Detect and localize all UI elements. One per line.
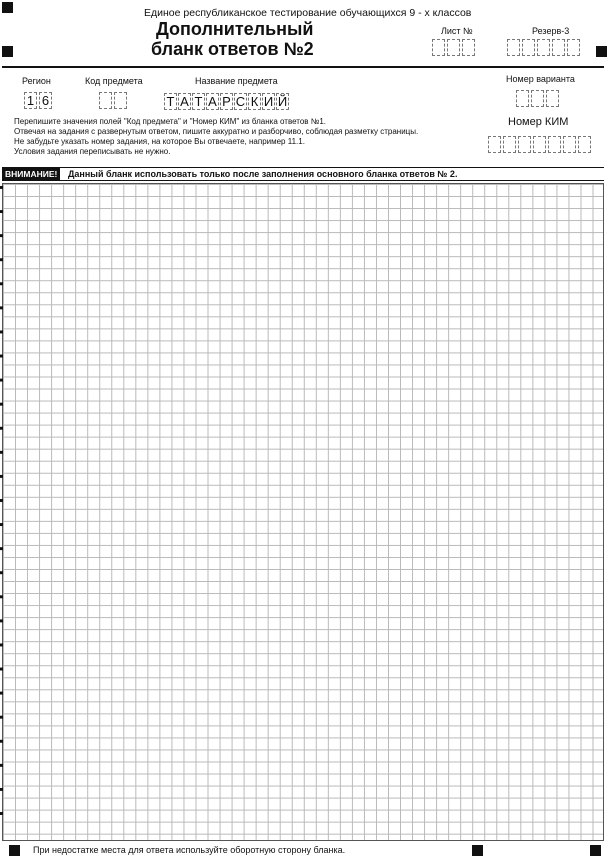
instruction-line: Условия задания переписывать не нужно.: [14, 147, 171, 156]
grid-edge-ticks: [0, 186, 3, 836]
subject-code-label: Код предмета: [85, 76, 143, 86]
kim-cell[interactable]: [503, 136, 516, 153]
kim-cell[interactable]: [563, 136, 576, 153]
kim-cell[interactable]: [488, 136, 501, 153]
form-title-line2: бланк ответов №2: [151, 39, 314, 59]
sheet-number-cell[interactable]: [462, 39, 475, 56]
variant-cell[interactable]: [531, 90, 544, 107]
region-digit-cell[interactable]: 1: [24, 92, 37, 109]
subject-name-letter-cell[interactable]: И: [263, 94, 274, 109]
kim-label: Номер КИМ: [508, 116, 569, 128]
subject-name-letter-cell[interactable]: Р: [220, 93, 233, 110]
header-top-line: Единое республиканское тестирование обучающихся 9 - х классов: [144, 7, 472, 19]
variant-cell[interactable]: [546, 90, 559, 107]
kim-cell[interactable]: [518, 136, 531, 153]
subject-name-boxes[interactable]: [164, 93, 289, 110]
kim-cell[interactable]: [578, 136, 591, 153]
kim-cell[interactable]: [533, 136, 546, 153]
subject-name-letter-cell[interactable]: С: [235, 94, 246, 109]
warning-badge: ВНИМАНИЕ!: [2, 167, 60, 181]
sheet-number-label: Лист №: [441, 26, 473, 36]
answer-grid[interactable]: [2, 183, 604, 841]
region-boxes[interactable]: [24, 92, 52, 109]
kim-cell[interactable]: [548, 136, 561, 153]
subject-name-letter-cell[interactable]: А: [206, 93, 219, 110]
instruction-line: Не забудьте указать номер задания, на которое Вы отвечаете, например 11.1.: [14, 137, 305, 146]
instruction-line: Перепишите значения полей "Код предмета" и "Номер КИМ" из бланка ответов №1.: [14, 117, 327, 126]
reserve-cell[interactable]: [552, 39, 565, 56]
instruction-line: Отвечая на задания с развернутым ответом, пишите аккуратно и разборчиво, соблюдая разметку страницы.: [14, 127, 419, 136]
variant-boxes[interactable]: [516, 90, 559, 107]
variant-label: Номер варианта: [506, 74, 575, 84]
header-separator: [2, 66, 604, 68]
corner-marker-top-left: [2, 2, 13, 13]
corner-marker-bottom-right: [590, 845, 601, 856]
reserve-cell[interactable]: [537, 39, 550, 56]
reserve-cell[interactable]: [522, 39, 535, 56]
warning-text: Данный бланк использовать только после заполнения основного бланка ответов № 2.: [68, 169, 458, 179]
sheet-number-cell[interactable]: [432, 39, 445, 56]
corner-marker-bottom-mid: [472, 845, 483, 856]
corner-marker-bottom-left: [9, 845, 20, 856]
reserve-boxes[interactable]: [507, 39, 580, 56]
subject-name-letter-cell[interactable]: К: [248, 93, 261, 110]
variant-cell[interactable]: [516, 90, 529, 107]
subject-name-letter-cell[interactable]: Т: [192, 93, 205, 110]
sheet-number-boxes[interactable]: [432, 39, 475, 56]
footer-note: При недостатке места для ответа используйте оборотную сторону бланка.: [33, 845, 346, 855]
subject-name-label: Название предмета: [195, 76, 278, 86]
corner-marker-top-right: [596, 46, 607, 57]
region-digit-cell[interactable]: 6: [39, 92, 52, 109]
subject-name-letter-cell[interactable]: А: [178, 93, 191, 110]
form-title-line1: Дополнительный: [156, 19, 314, 39]
subject-code-boxes[interactable]: [99, 92, 127, 109]
corner-marker-left-mid: [2, 46, 13, 57]
subject-code-cell[interactable]: [99, 92, 112, 109]
subject-code-cell[interactable]: [114, 92, 127, 109]
reserve-cell[interactable]: [507, 39, 520, 56]
region-label: Регион: [22, 76, 51, 86]
reserve-cell[interactable]: [567, 39, 580, 56]
kim-boxes[interactable]: [488, 136, 591, 153]
reserve-label: Резерв-3: [532, 26, 570, 36]
subject-name-letter-cell[interactable]: Й: [277, 94, 288, 109]
sheet-number-cell[interactable]: [447, 39, 460, 56]
subject-name-letter-cell[interactable]: Т: [164, 93, 177, 110]
